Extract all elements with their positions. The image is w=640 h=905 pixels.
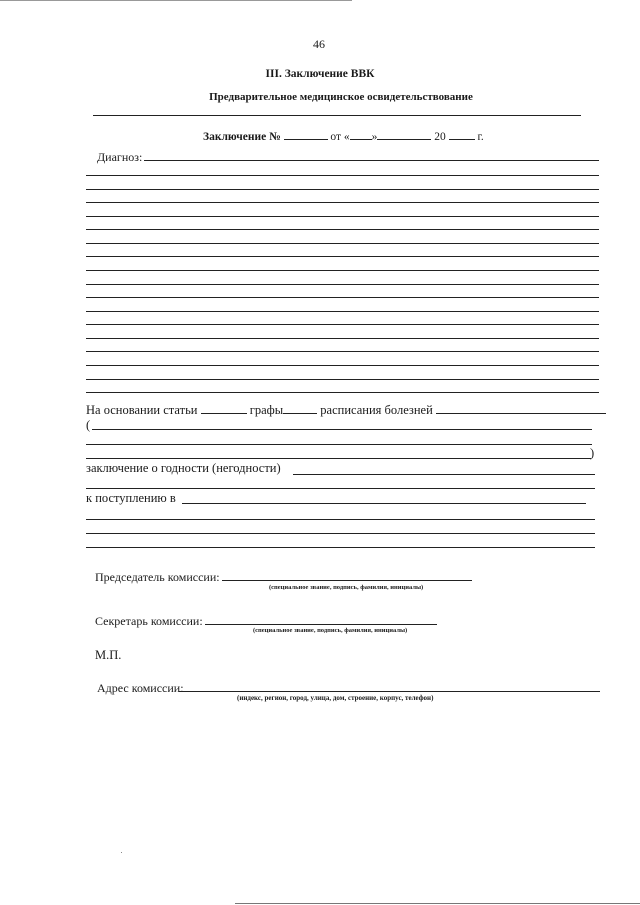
diagnosis-line[interactable] [86,338,599,339]
page-edge-top [0,0,352,1]
basis-column-label: графы [249,403,284,417]
diagnosis-line[interactable] [86,256,599,257]
page-edge-bottom [235,903,640,904]
diagnosis-line[interactable] [86,229,599,230]
chairman-signature-line[interactable] [222,580,472,581]
admission-line[interactable] [86,519,595,520]
basis-close-paren: ) [590,446,595,460]
basis-line [86,401,606,418]
conclusion-line [203,127,484,143]
conclusion-month-field[interactable] [377,127,431,140]
secretary-caption: (специальное звание, подпись, фамилия, инициалы) [253,627,408,634]
page-number: 46 [313,37,325,51]
subtitle-rule [93,115,581,116]
secretary-signature-line[interactable] [205,624,437,625]
diagnosis-line[interactable] [86,270,599,271]
basis-column-field[interactable] [283,401,317,414]
basis-text-line[interactable] [86,444,592,445]
conclusion-day-field[interactable] [350,127,372,140]
section-title: III. Заключение ВВК [265,68,375,80]
chairman-caption: (специальное звание, подпись, фамилия, инициалы) [269,584,424,591]
secretary-label: Секретарь комиссии: [95,614,203,628]
basis-schedule-field[interactable] [436,401,606,414]
diagnosis-line[interactable] [86,351,599,352]
address-caption: (индекс, регион, город, улица, дом, строение, корпус, телефон) [237,694,434,702]
diagnosis-line[interactable] [86,202,599,203]
fitness-label: заключение о годности (негодности) [86,461,281,475]
basis-text-line[interactable] [92,429,592,430]
basis-schedule-label: расписания болезней [320,403,433,417]
diagnosis-line[interactable] [86,297,599,298]
basis-article-label: На основании статьи [86,403,198,417]
form-subtitle: Предварительное медицинское освидетельствование [209,91,473,103]
conclusion-year-suffix: г. [477,131,484,143]
diagnosis-line[interactable] [86,175,599,176]
address-line[interactable] [179,691,600,692]
address-label: Адрес комиссии: [97,681,184,695]
basis-article-field[interactable] [201,401,247,414]
scan-speck [121,852,122,853]
diagnosis-line[interactable] [144,160,599,161]
conclusion-number-field[interactable] [284,127,328,140]
diagnosis-line[interactable] [86,216,599,217]
basis-open-paren: ( [86,418,91,432]
admission-label: к поступлению в [86,491,176,505]
fitness-line[interactable] [293,474,595,475]
diagnosis-line[interactable] [86,243,599,244]
conclusion-label: Заключение № [203,131,281,143]
diagnosis-line[interactable] [86,284,599,285]
diagnosis-label: Диагноз: [97,150,143,164]
diagnosis-line[interactable] [86,379,599,380]
fitness-line[interactable] [86,488,595,489]
admission-line[interactable] [182,503,586,504]
admission-line[interactable] [86,547,595,548]
diagnosis-line[interactable] [86,365,599,366]
conclusion-year-field[interactable] [449,127,475,140]
conclusion-from-label: от « [330,131,350,143]
diagnosis-line[interactable] [86,189,599,190]
diagnosis-line[interactable] [86,392,599,393]
admission-line[interactable] [86,533,595,534]
diagnosis-line[interactable] [86,324,599,325]
stamp-label: М.П. [95,648,122,662]
chairman-label: Председатель комиссии: [95,570,220,584]
conclusion-year-prefix: 20 [434,131,446,143]
basis-text-line[interactable] [86,458,591,459]
diagnosis-line[interactable] [86,311,599,312]
conclusion-close-quote: » [371,131,378,143]
